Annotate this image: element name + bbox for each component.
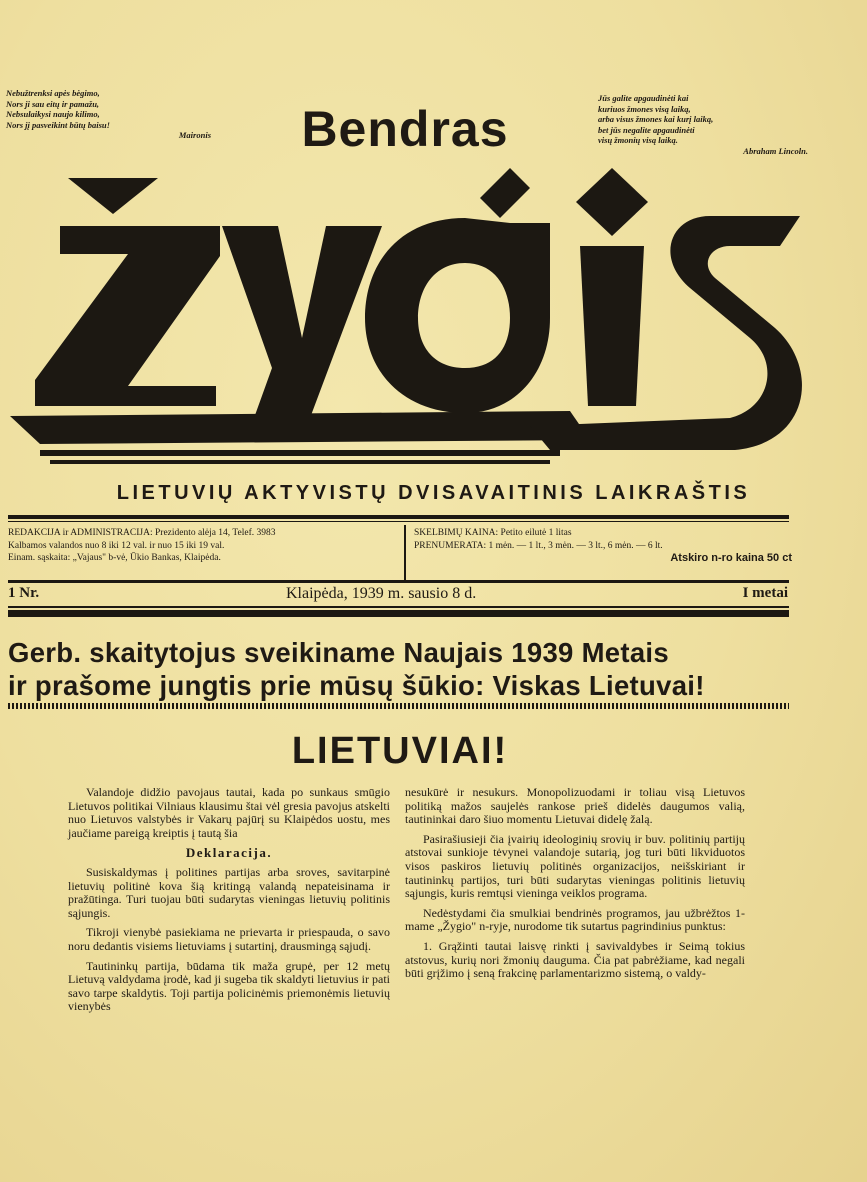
info-line: Kalbamos valandos nuo 8 iki 12 val. ir nuo 15 iki 19 val. [8,540,225,551]
epigraph-line: Nebužtrenksi apės bėgimo, [6,88,100,98]
paragraph: Pasirašiusieji čia įvairių ideologinių srovių ir buv. politinių partijų atstovai sunkioje tėvynei valandoje sutarią, jog turi būti likviduotos visos paskiros lietuvių politinės organizacijos, neišskiriant ir tautininkų partijos, turi būti sudarytas vieningas politinis lietuvių sąjungis, kuris remtųsi vieninga veiklos programa. [405,831,745,901]
epigraph-author: Abraham Lincoln. [743,145,808,156]
paragraph: nesukūrė ir nesukurs. Monopolizuodami ir toliau visą Lietuvos politiką mažos saujelės rankose prieš didelės daugumos valią, tautininkai daro šiuo momentu Lietuvai didelę žalą. [405,785,745,827]
epigraph-line: Jūs galite apgaudinėti kai [598,93,689,103]
epigraph-line: arba visus žmones kai kurį laiką, [598,114,714,124]
accent-icon [480,168,530,218]
dateline [8,585,788,605]
paragraph: Susiskaldymas į politines partijas arba sroves, savitarpinė lietuvių politinė kova šią kritingą valandą nepateisinama ir pražūtinga. Turi tuojau būti sudarytas vieningas lietuvių politinis sąjungis. [68,864,390,920]
publication-year: I metai [742,585,788,601]
epigraph-line: kuriuos žmones visą laiką, [598,103,691,114]
epigraph-lincoln [598,93,808,156]
speed-streak-icon [40,450,560,456]
paragraph: Tautininkų partija, būdama tik maža grupė, per 12 metų Lietuvą valdydama įrodė, kad ji sugeba tik skaldyti lietuvius ir pati savo tarpe skaldytis. Toji partija policinėmis priemonėmis lietuvių vienybės [68,958,390,1014]
paragraph: Tikroji vienybė pasiekiama ne prievarta ir priespauda, o savo noru dedantis visiems lietuviams į sutartinį, drausmingą sąjudį. [68,925,390,953]
section-heading: Deklaracija. [185,845,273,861]
issue-number: 1 Nr. [8,585,40,601]
epigraph-author: Maironis [178,130,211,140]
masthead-title-logo [10,168,810,478]
vertical-divider [404,525,406,582]
info-line: Einam. sąskaita: „Vajaus" b-vė, Ūkio Bankas, Klaipėda. [8,553,221,563]
divider-rule [8,580,789,583]
epigraph-line: Nors jį pasveikint būtų baisu! [6,119,110,130]
masthead-top-word: Bendras [301,101,509,157]
letter-i [580,246,644,406]
single-copy-price: Atskiro n-ro kaina 50 ct [670,552,792,564]
greeting-headline [8,636,798,702]
pricing-info [414,527,792,580]
epigraph-maironis [6,88,211,141]
editorial-info [8,527,398,580]
letter-z [35,226,220,406]
article-column-left [68,786,390,1020]
speed-streak-icon [50,460,550,464]
divider-rule [8,610,789,617]
headline-line: ir prašome jungtis prie mūsų šūkio: Viskas Lietuvai! [8,670,705,701]
paragraph: Valandoje didžio pavojaus tautai, kada po sunkaus smūgio Lietuvos politikai Vilniaus klausimu štai vėl gresia pavojus atskelti nuo Lietuvos valstybės ir Vakarų pajūrį su Klaipėdos uostu, mes jaučiame pareigą kreiptis į tautą šia [68,785,390,840]
masthead-subtitle: LIETUVIŲ AKTYVISTŲ DVISAVAITINIS LAIKRAŠTIS [116,482,751,504]
divider-rule [8,515,789,519]
info-line: PRENUMERATA: 1 mėn. — 1 lt., 3 mėn. — 3 lt., 6 mėn. — 6 lt. [414,540,663,551]
caron-icon [68,178,158,214]
diamond-dot-icon [576,168,648,236]
paragraph: Nedėstydami čia smulkiai bendrinės programos, jau užbrėžtos 1-mame „Žygio" n-ryje, nurodome tik sutartus pagrindinius punktus: [405,905,745,934]
info-line: REDAKCIJA ir ADMINISTRACIJA: Prezidento alėja 14, Telef. 3983 [8,528,276,538]
letter-y [222,226,382,418]
divider-rule [8,606,789,608]
headline-line: Gerb. skaitytojus sveikiname Naujais 1939 Metais [8,637,669,668]
letter-g [365,218,550,413]
place-date: Klaipėda, 1939 m. sausio 8 d. [286,585,477,602]
epigraph-line: bet jūs negalite apgaudinėti [598,124,695,135]
article-title: LIETUVIAI! [291,730,509,772]
divider-rule [8,521,789,522]
epigraph-line: Nors ji sau eitų ir pamažu, [6,98,100,109]
hatched-divider [8,703,789,709]
article-column-right [405,786,745,987]
info-line: SKELBIMŲ KAINA: Petito eilutė 1 litas [414,528,572,538]
paragraph: 1. Grąžinti tautai laisvę rinkti į savivaldybes ir Seimą tokius atstovus, kurių nori žmonių dauguma. Čia pat pabrėžiame, kad negali būti grįžimo į seną frakcinę parlamentarizmo sistemą, o valdy- [405,938,745,981]
epigraph-line: Nebsulaikysi naujo kilimo, [6,109,100,119]
epigraph-line: visų žmonių visą laiką. [598,135,678,145]
